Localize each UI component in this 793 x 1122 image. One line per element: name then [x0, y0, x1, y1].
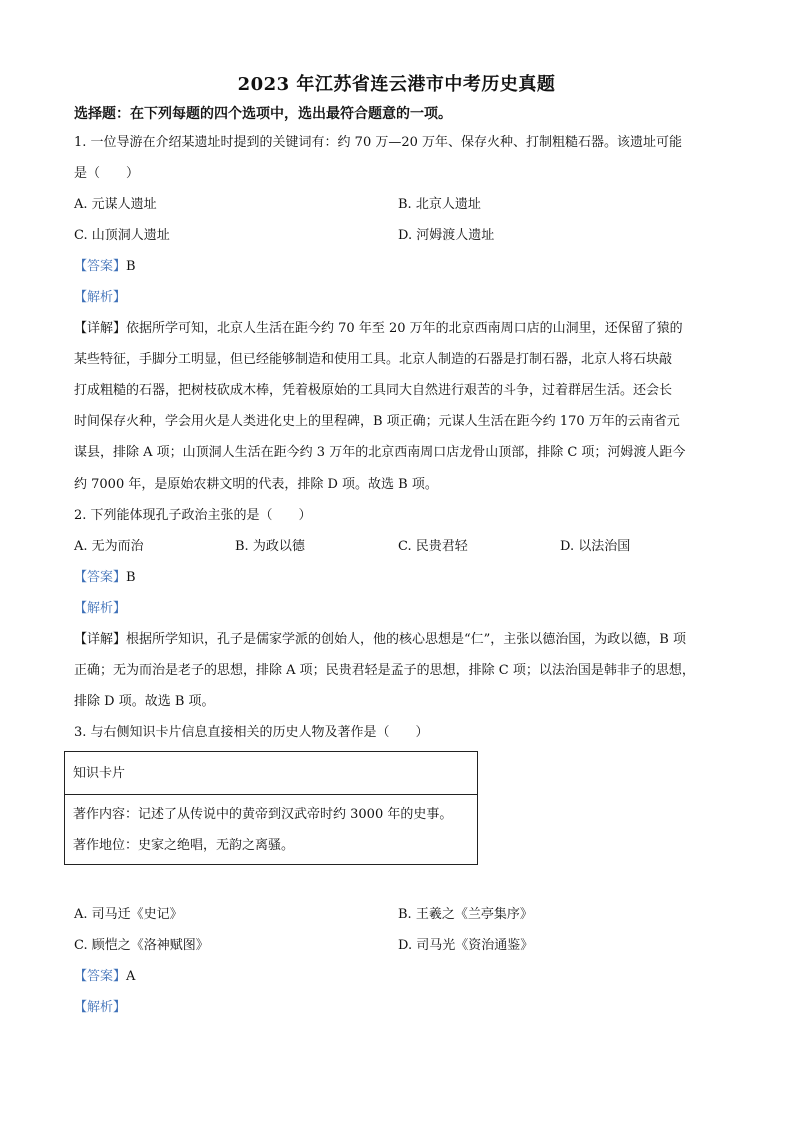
- q1-detail-line2: 某些特征，手脚分工明显，但已经能够制造和使用工具。北京人制造的石器是打制石器，北京人将石块敲: [74, 352, 673, 367]
- q1-detail-line3: 打成粗糙的石器，把树枝砍成木棒，凭着极原始的工具同大自然进行艰苦的斗争，过着群居生活。还会长: [74, 383, 673, 398]
- q2-answer-line: [74, 568, 136, 588]
- q3-answer: A: [126, 969, 136, 984]
- q2-option-a: A. 无为而治: [74, 539, 144, 554]
- answer-tag: 【答案】: [74, 259, 127, 274]
- q2-stem: 2. 下列能体现孔子政治主张的是（ ）: [74, 508, 312, 523]
- q1-stem-line1: 1. 一位导游在介绍某遗址时提到的关键词有：约 70 万—20 万年、保存火种、打制粗糙石器。该遗址可能: [74, 135, 683, 150]
- q1-answer: B: [126, 259, 136, 274]
- q2-analysis-tag: 【解析】: [74, 601, 127, 616]
- q3-option-c: C. 顾恺之《洛神赋图》: [74, 938, 209, 953]
- q1-option-b: B. 北京人遗址: [398, 197, 481, 212]
- q2-detail-text: 根据所学知识，孔子是儒家学派的创始人，他的核心思想是“仁”，主张以德治国，为政以德，B 项: [126, 632, 686, 647]
- q2-detail-line1: [74, 630, 686, 650]
- knowledge-card-line2: 著作地位：史家之绝唱，无韵之离骚。: [73, 838, 295, 853]
- knowledge-card-header: 知识卡片: [73, 766, 126, 781]
- q1-option-d: D. 河姆渡人遗址: [398, 228, 495, 243]
- q1-answer-line: [74, 257, 136, 277]
- q1-analysis-tag: 【解析】: [74, 290, 127, 305]
- answer-tag: 【答案】: [74, 969, 127, 984]
- q3-option-d: D. 司马光《资治通鉴》: [398, 938, 534, 953]
- q3-answer-line: [74, 967, 135, 987]
- detail-tag: 【详解】: [74, 321, 127, 336]
- q2-option-c: C. 民贵君轻: [398, 539, 468, 554]
- q1-detail-line5: 谋县，排除 A 项；山顶洞人生活在距今约 3 万年的北京西南周口店龙骨山顶部，排除 C 项；河姆渡人距今: [74, 445, 686, 460]
- q2-option-d: D. 以法治国: [560, 539, 631, 554]
- detail-tag: 【详解】: [74, 632, 127, 647]
- q1-detail-text: 依据所学可知，北京人生活在距今约 70 年至 20 万年的北京西南周口店的山洞里，还保留了猿的: [126, 321, 683, 336]
- page-title: 2023 年江苏省连云港市中考历史真题: [237, 74, 556, 95]
- q2-detail-line2: 正确；无为而治是老子的思想，排除 A 项；民贵君轻是孟子的思想，排除 C 项；以法治国是韩非子的思想，: [74, 663, 695, 678]
- knowledge-card: [64, 751, 478, 865]
- q2-option-b: B. 为政以德: [235, 539, 305, 554]
- q3-stem: 3. 与右侧知识卡片信息直接相关的历史人物及著作是（ ）: [74, 725, 429, 740]
- section-heading: 选择题：在下列每题的四个选项中，选出最符合题意的一项。: [74, 106, 452, 122]
- q3-option-b: B. 王羲之《兰亭集序》: [398, 907, 533, 922]
- q1-detail-line6: 约 7000 年，是原始农耕文明的代表，排除 D 项。故选 B 项。: [74, 477, 438, 492]
- answer-tag: 【答案】: [74, 570, 127, 585]
- q2-answer: B: [126, 570, 136, 585]
- q2-detail-line3: 排除 D 项。故选 B 项。: [74, 694, 215, 709]
- q3-analysis-tag: 【解析】: [74, 1000, 127, 1015]
- q1-detail-line1: [74, 319, 683, 339]
- knowledge-card-line1: 著作内容：记述了从传说中的黄帝到汉武帝时约 3000 年的史事。: [73, 807, 453, 822]
- q1-option-a: A. 元谋人遗址: [74, 197, 157, 212]
- q1-stem-line2: 是（ ）: [74, 166, 140, 181]
- q1-option-c: C. 山顶洞人遗址: [74, 228, 170, 243]
- q1-detail-line4: 时间保存火种，学会用火是人类进化史上的里程碑，B 项正确；元谋人生活在距今约 170 万年的云南省元: [74, 414, 680, 429]
- q3-option-a: A. 司马迁《史记》: [74, 907, 183, 922]
- knowledge-card-divider: [65, 794, 477, 795]
